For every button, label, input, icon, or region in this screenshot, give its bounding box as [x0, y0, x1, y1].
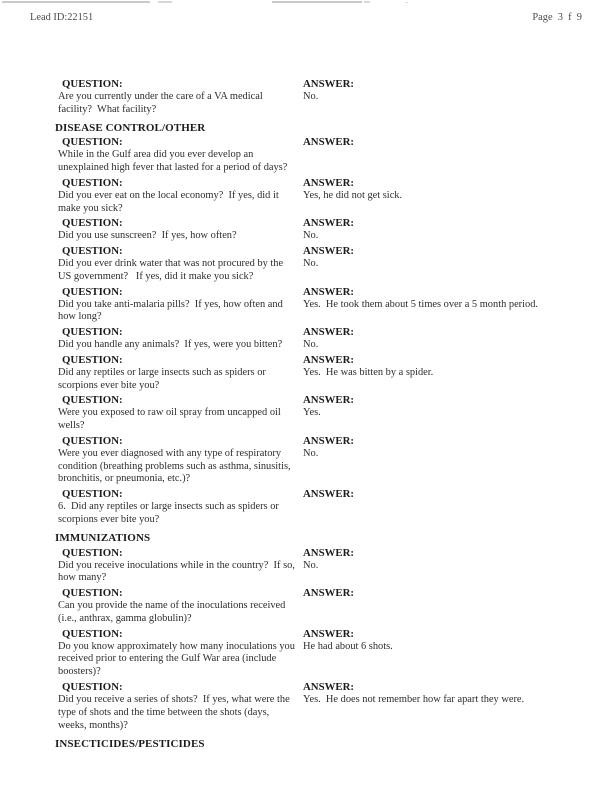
qa-block [55, 217, 584, 243]
question-column [55, 394, 303, 433]
question-label: QUESTION: [62, 353, 123, 366]
question-text: Did you handle any animals? If yes, were you bitten? [58, 339, 283, 351]
question-label: QUESTION: [62, 587, 123, 600]
question-label: QUESTION: [62, 78, 123, 90]
question-text: Did you use sunscreen? If yes, how often? [58, 230, 237, 242]
question-text: 6. Did any reptiles or large insects such as spiders or scorpions ever bite you? [58, 501, 282, 525]
qa-block [55, 435, 584, 486]
qa-block [55, 354, 584, 393]
answer-column [303, 628, 584, 679]
question-text: While in the Gulf area did you ever develop an unexplained high fever that lasted for a period of days? [58, 149, 288, 174]
answer-column [303, 326, 584, 352]
answer-column [303, 177, 584, 216]
answer-text: No. [303, 230, 319, 242]
answer-column [303, 286, 584, 325]
answer-column [303, 136, 584, 175]
qa-block [55, 177, 584, 216]
question-label: QUESTION: [62, 488, 123, 501]
question-label: QUESTION: [62, 546, 123, 559]
answer-text: Yes, he did not get sick. [303, 189, 403, 201]
answer-column [303, 681, 584, 732]
scan-artifact [272, 1, 362, 3]
answer-column [303, 78, 584, 117]
question-label: QUESTION: [62, 434, 123, 447]
page-number: Page 3 f 9 [532, 12, 582, 23]
section-heading: INSECTICIDES/PESTICIDES [55, 737, 205, 750]
answer-label: ANSWER: [303, 546, 354, 559]
question-text: Were you exposed to raw oil spray from uncapped oil wells? [58, 407, 284, 432]
answer-text: Yes. He took them about 5 times over a 5 month period. [303, 298, 539, 310]
answer-label: ANSWER: [303, 176, 354, 189]
scan-artifact [405, 2, 408, 3]
question-text: Did you receive inoculations while in the country? If so, how many? [58, 559, 298, 584]
question-label: QUESTION: [62, 627, 123, 640]
question-label: QUESTION: [62, 326, 123, 339]
question-column [55, 245, 303, 284]
answer-text: No. [303, 559, 319, 571]
question-label: QUESTION: [62, 681, 123, 694]
section-heading: IMMUNIZATIONS [55, 531, 151, 544]
answer-label: ANSWER: [303, 627, 354, 640]
answer-label: ANSWER: [303, 285, 354, 298]
answer-text: No. [303, 257, 319, 269]
question-column [55, 628, 303, 679]
question-text: Did you receive a series of shots? If yes, what were the type of shots and the time between the shots (days, weeks, months)? [58, 693, 293, 731]
answer-column [303, 547, 584, 586]
question-column [55, 326, 303, 352]
answer-label: ANSWER: [303, 217, 354, 230]
answer-column [303, 435, 584, 486]
qa-block [55, 286, 584, 325]
qa-block [55, 681, 584, 732]
question-column [55, 435, 303, 486]
answer-label: ANSWER: [303, 681, 354, 694]
answer-label: ANSWER: [303, 587, 354, 600]
answer-label: ANSWER: [303, 394, 354, 407]
question-text: Did you ever drink water that was not procured by the US government? If yes, did it make you sick? [58, 257, 286, 282]
lead-id: Lead ID:22151 [30, 12, 94, 23]
question-label: QUESTION: [62, 285, 123, 298]
answer-label: ANSWER: [303, 245, 354, 258]
answer-text: He had about 6 shots. [303, 640, 393, 652]
scan-artifact [158, 1, 172, 3]
question-column [55, 177, 303, 216]
question-column [55, 78, 303, 117]
answer-text: Yes. He does not remember how far apart they were. [303, 693, 525, 705]
question-column [55, 488, 303, 527]
page-header [30, 12, 582, 23]
question-text: Did you take anti-malaria pills? If yes, how often and how long? [58, 298, 286, 323]
answer-label: ANSWER: [303, 136, 354, 149]
answer-column [303, 394, 584, 433]
qa-content [0, 76, 612, 751]
answer-label: ANSWER: [303, 326, 354, 339]
question-text: Can you provide the name of the inoculations received (i.e., anthrax, gamma globulin)? [58, 600, 288, 624]
question-column [55, 217, 303, 243]
scan-artifact [364, 1, 370, 3]
question-column [55, 136, 303, 175]
answer-label: ANSWER: [303, 78, 354, 90]
answer-label: ANSWER: [303, 353, 354, 366]
answer-text: No. [303, 339, 319, 351]
question-column [55, 286, 303, 325]
question-text: Do you know approximately how many inoculations you received prior to entering the Gulf War area (include boosters)? [58, 640, 298, 678]
question-label: QUESTION: [62, 394, 123, 407]
question-column [55, 547, 303, 586]
qa-block [55, 78, 584, 117]
answer-column [303, 245, 584, 284]
qa-block [55, 394, 584, 433]
scan-artifact [2, 1, 150, 3]
qa-block [55, 547, 584, 586]
question-label: QUESTION: [62, 136, 123, 149]
answer-label: ANSWER: [303, 434, 354, 447]
question-label: QUESTION: [62, 176, 123, 189]
answer-label: ANSWER: [303, 488, 354, 501]
question-text: Did any reptiles or large insects such as spiders or scorpions ever bite you? [58, 366, 269, 391]
question-column [55, 681, 303, 732]
question-column [55, 354, 303, 393]
qa-block [55, 326, 584, 352]
qa-block [55, 587, 584, 626]
answer-text: No. [303, 90, 319, 102]
answer-text: No. [303, 447, 319, 459]
qa-block [55, 628, 584, 679]
qa-block [55, 245, 584, 284]
question-column [55, 587, 303, 626]
answer-column [303, 587, 584, 626]
question-label: QUESTION: [62, 217, 123, 230]
qa-block [55, 136, 584, 175]
question-text: Are you currently under the care of a VA medical facility? What facility? [58, 90, 266, 115]
answer-text: Yes. He was bitten by a spider. [303, 366, 434, 378]
section-heading: DISEASE CONTROL/OTHER [55, 121, 206, 134]
question-label: QUESTION: [62, 245, 123, 258]
answer-column [303, 217, 584, 243]
question-text: Were you ever diagnosed with any type of respiratory condition (breathing problems such as asthma, sinusitis, bronchitis, or pneumonia, etc.)? [58, 447, 294, 485]
answer-text: Yes. [303, 407, 321, 419]
answer-column [303, 354, 584, 393]
question-text: Did you ever eat on the local economy? If yes, did it make you sick? [58, 189, 282, 214]
answer-column [303, 488, 584, 527]
qa-block [55, 488, 584, 527]
